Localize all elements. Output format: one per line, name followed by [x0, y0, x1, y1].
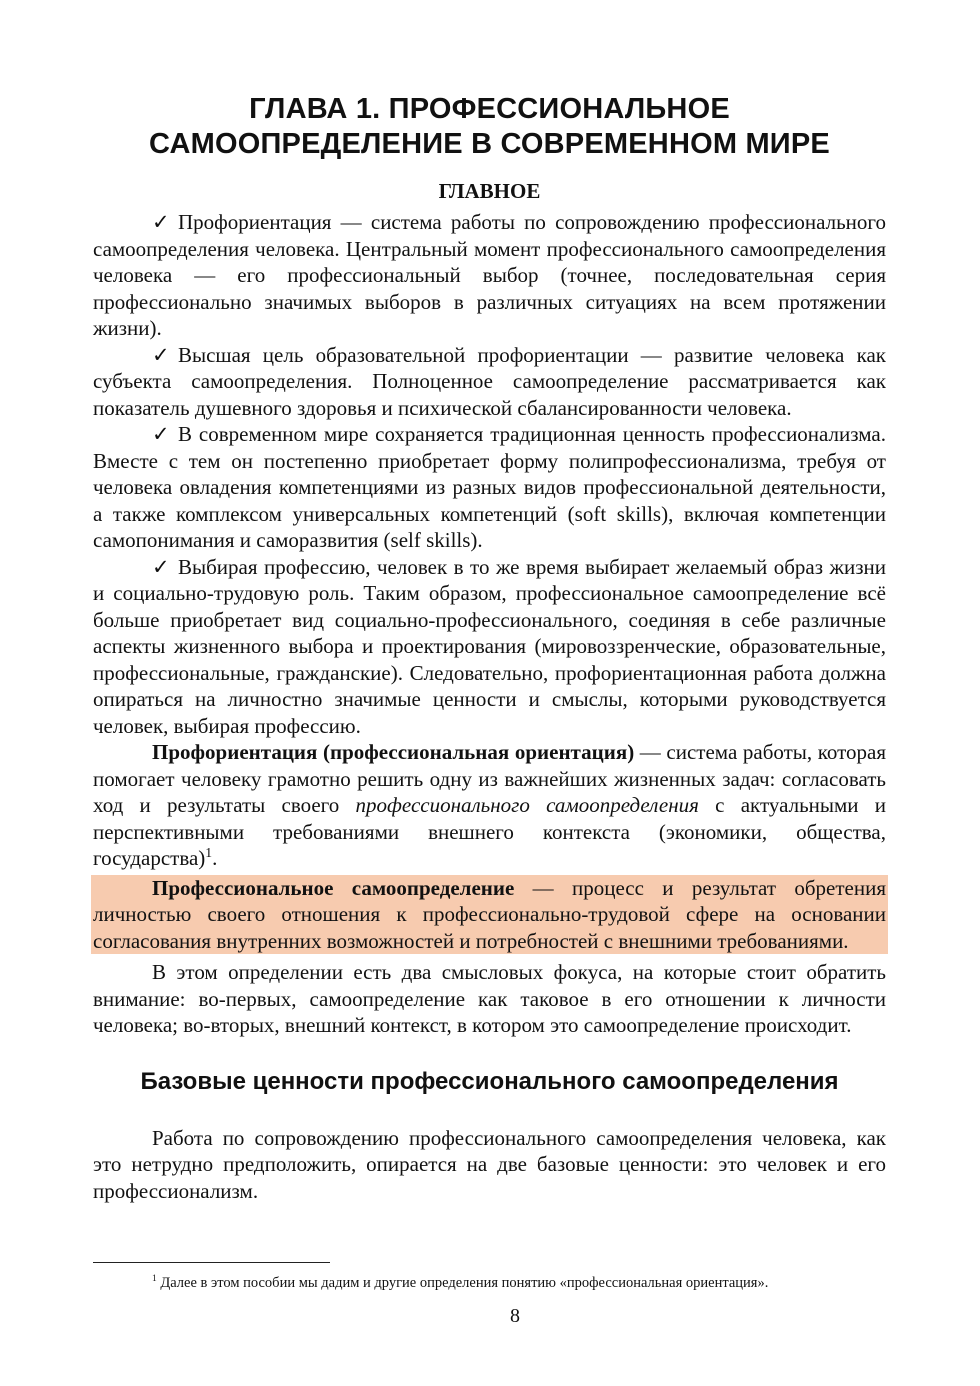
checkmark-icon: ✓ [152, 554, 170, 579]
summary-item [93, 209, 886, 342]
definition-text: — система работы, которая помогает человеку грамотно решить одну из важнейших жизненных задач: согласовать ход и результаты своего [93, 740, 886, 817]
summary-item-text: Профориентация — система работы по сопровождению профессионального самоопределения человека. Центральный момент профессионального самоопределения человека — его профессиональный выбор (точнее, последовательная серия профессионально значимых выборов в различных ситуациях на всем протяжении жизни). [93, 210, 886, 340]
summary-item-text: Высшая цель образовательной профориентации — развитие человека как субъекта самоопределения. Полноценное самоопределение рассматривается как показатель душевного здоровья и психической сбалансированности человека. [93, 342, 886, 420]
footnote [152, 1274, 912, 1292]
definition-text: — процесс и результат обретения личностью своего отношения к профессионально-трудовой сфере на основании согласования внутренних возможностей и потребностей с внешними требованиями. [93, 875, 886, 953]
summary-item [93, 554, 886, 740]
definition-term: Профессиональное самоопределение [152, 875, 515, 900]
footnote-text: Далее в этом пособии мы дадим и другие определения понятию «профессиональная ориентация». [156, 1275, 769, 1291]
checkmark-icon: ✓ [152, 342, 170, 367]
summary-item-text: В современном мире сохраняется традиционная ценность профессионализма. Вместе с тем он постепенно приобретает форму полипрофессионализма, требуя от человека овладения компетенциями из разных видов профессиональной деятельности, а также комплексом универсальных компетенций (soft skills), включая компетенции самопонимания и саморазвития (self skills). [93, 422, 886, 552]
checkmark-icon: ✓ [152, 210, 170, 234]
definition-term: Профориентация (профессиональная ориентация) [152, 740, 635, 764]
summary-item [93, 342, 886, 422]
summary-item [93, 421, 886, 554]
chapter-title-line-2: САМООПРЕДЕЛЕНИЕ В СОВРЕМЕННОМ МИРЕ [149, 128, 830, 160]
definition-end: . [212, 846, 218, 870]
chapter-title [93, 92, 886, 162]
definition-career-guidance [93, 739, 886, 872]
definition-italic-term: профессионального самоопределения [355, 793, 699, 817]
focus-paragraph: В этом определении есть два смысловых фокуса, на которые стоит обратить внимание: во-первых, самоопределение как таковое в его отношении к личности человека; во-вторых, внешний контекст, в котором это самоопределение происходит. [93, 960, 886, 1037]
footnote-divider [93, 1262, 330, 1263]
definition-text: с актуальными и перспективными требованиями внешнего контекста (экономики, общества, государства) [93, 793, 887, 870]
footnote-number: 1 [152, 1274, 157, 1285]
summary-heading: ГЛАВНОЕ [438, 179, 541, 203]
chapter-title-line-1: ГЛАВА 1. ПРОФЕССИОНАЛЬНОЕ [249, 93, 730, 125]
footnote-reference[interactable]: 1 [205, 845, 213, 860]
page-number: 8 [510, 1305, 520, 1327]
section-paragraph: Работа по сопровождению профессионального самоопределения человека, как это нетрудно предположить, опирается на две базовые ценности: это человек и его профессионализм. [93, 1125, 886, 1203]
page-content [93, 0, 886, 1204]
checkmark-icon: ✓ [152, 422, 170, 446]
summary-item-text: Выбирая профессию, человек в то же время выбирает желаемый образ жизни и социально-трудовую роль. Таким образом, профессиональное самоопределение всё больше приобретает вид социально-профессионального, соединяя в себе различные аспекты жизненного выбора и проектирования (мировоззренческие, образовательные, профессиональные, гражданские). Следовательно, профориентационная работа должна опираться на личностно значимые ценности и смыслы, которыми руководствуется человек, выбирая профессию. [93, 554, 886, 738]
highlighted-definition [91, 875, 888, 955]
section-title: Базовые ценности профессионального самоопределения [140, 1067, 839, 1095]
